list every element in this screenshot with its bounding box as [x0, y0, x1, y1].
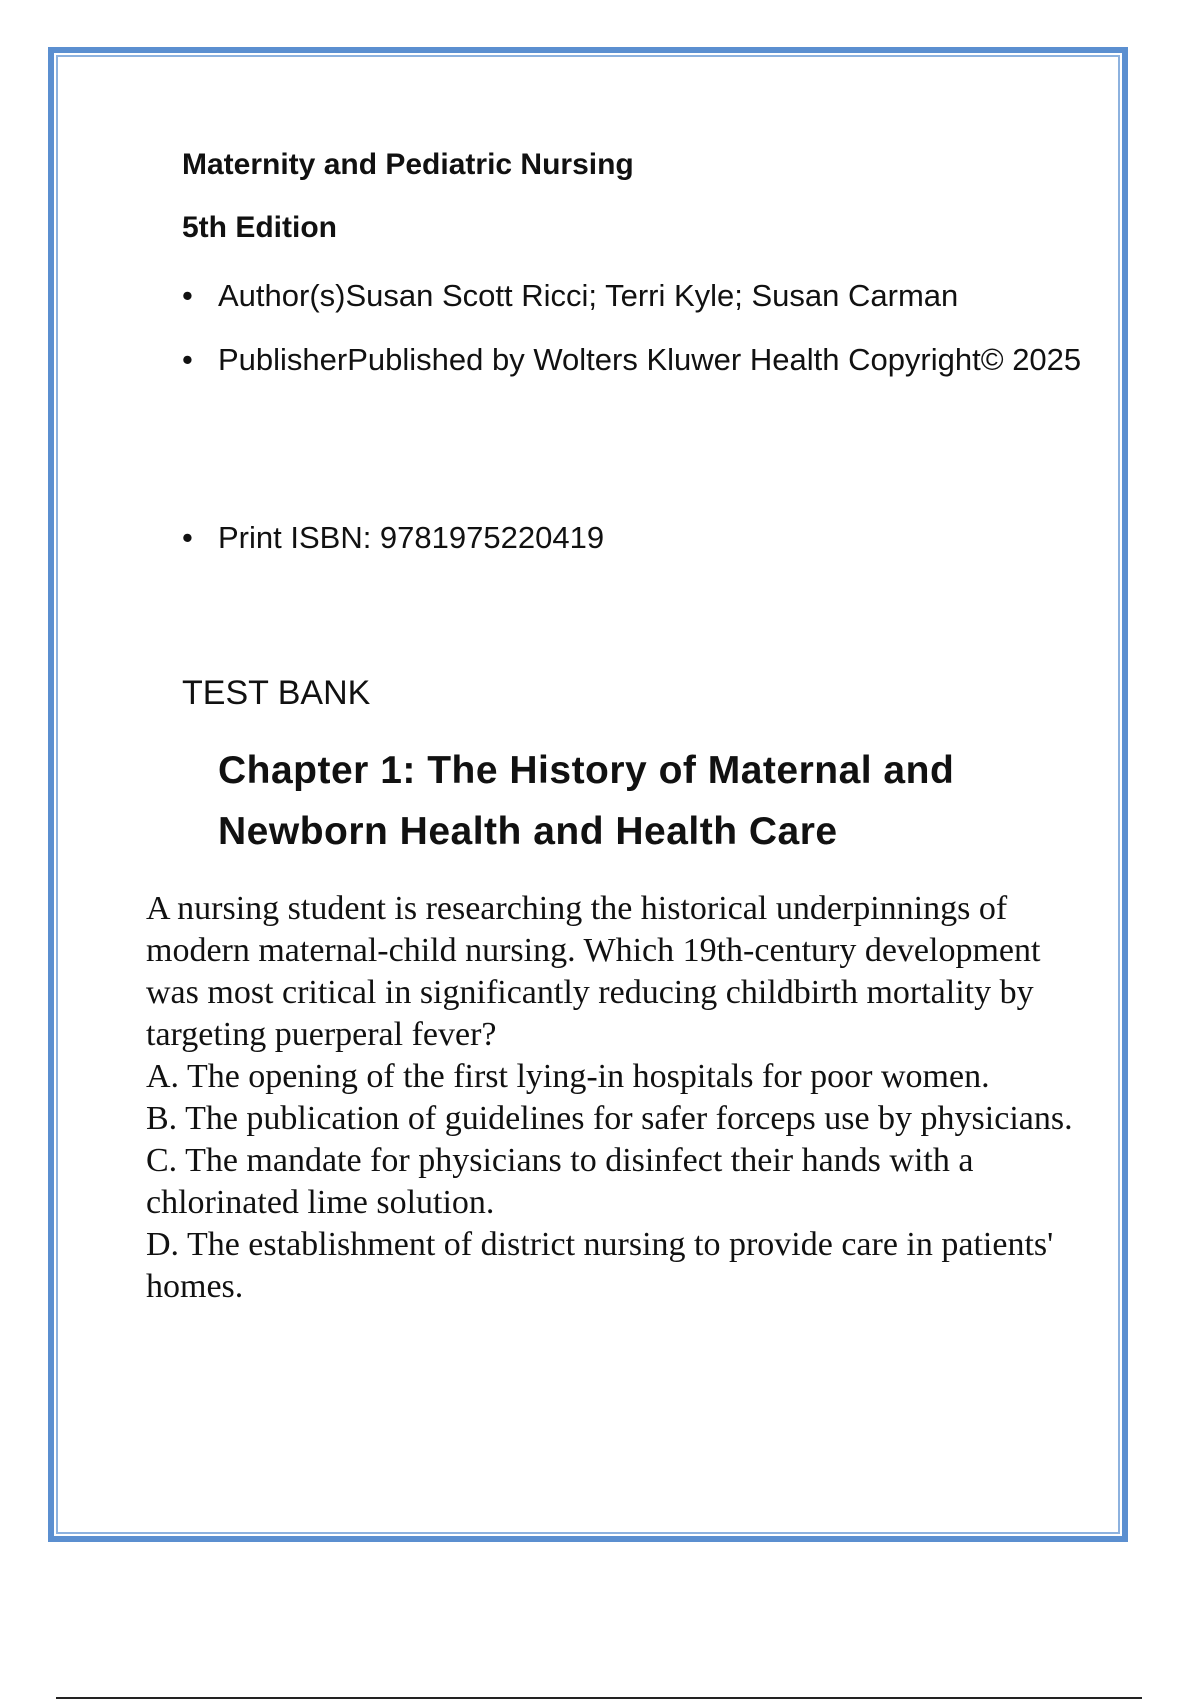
question-block [146, 888, 1086, 1308]
publisher-text: PublisherPublished by Wolters Kluwer Health Copyright© 2025 [218, 342, 1082, 377]
answer-option-b: B. The publication of guidelines for safer forceps use by physicians. [146, 1100, 1073, 1137]
meta-item-authors [182, 272, 1082, 319]
meta-item-isbn [182, 514, 1082, 561]
answer-option-c: C. The mandate for physicians to disinfect their hands with a chlorinated lime solution. [146, 1142, 974, 1221]
bullet-icon: • [182, 278, 193, 313]
edition-label: 5th Edition [182, 211, 337, 244]
question-stem: A nursing student is researching the historical underpinnings of modern maternal-child nursing. Which 19th-century development was most critical in significantly reducing childbirth mortality by targeting puerperal fever? [146, 890, 1041, 1053]
meta-item-publisher [182, 336, 1082, 383]
answer-option-d: D. The establishment of district nursing to provide care in patients' homes. [146, 1226, 1054, 1305]
authors-text: Author(s)Susan Scott Ricci; Terri Kyle; Susan Carman [218, 278, 959, 313]
answer-option-a: A. The opening of the first lying-in hospitals for poor women. [146, 1058, 990, 1095]
answer-options [146, 1056, 1086, 1308]
bullet-icon: • [182, 520, 193, 555]
isbn-text: Print ISBN: 9781975220419 [218, 520, 605, 555]
section-label: TEST BANK [182, 674, 371, 712]
bullet-icon: • [182, 342, 193, 377]
chapter-title: Chapter 1: The History of Maternal and Newborn Health and Health Care [218, 749, 955, 853]
footer-rule [56, 1697, 1142, 1699]
book-title: Maternity and Pediatric Nursing [182, 148, 634, 181]
